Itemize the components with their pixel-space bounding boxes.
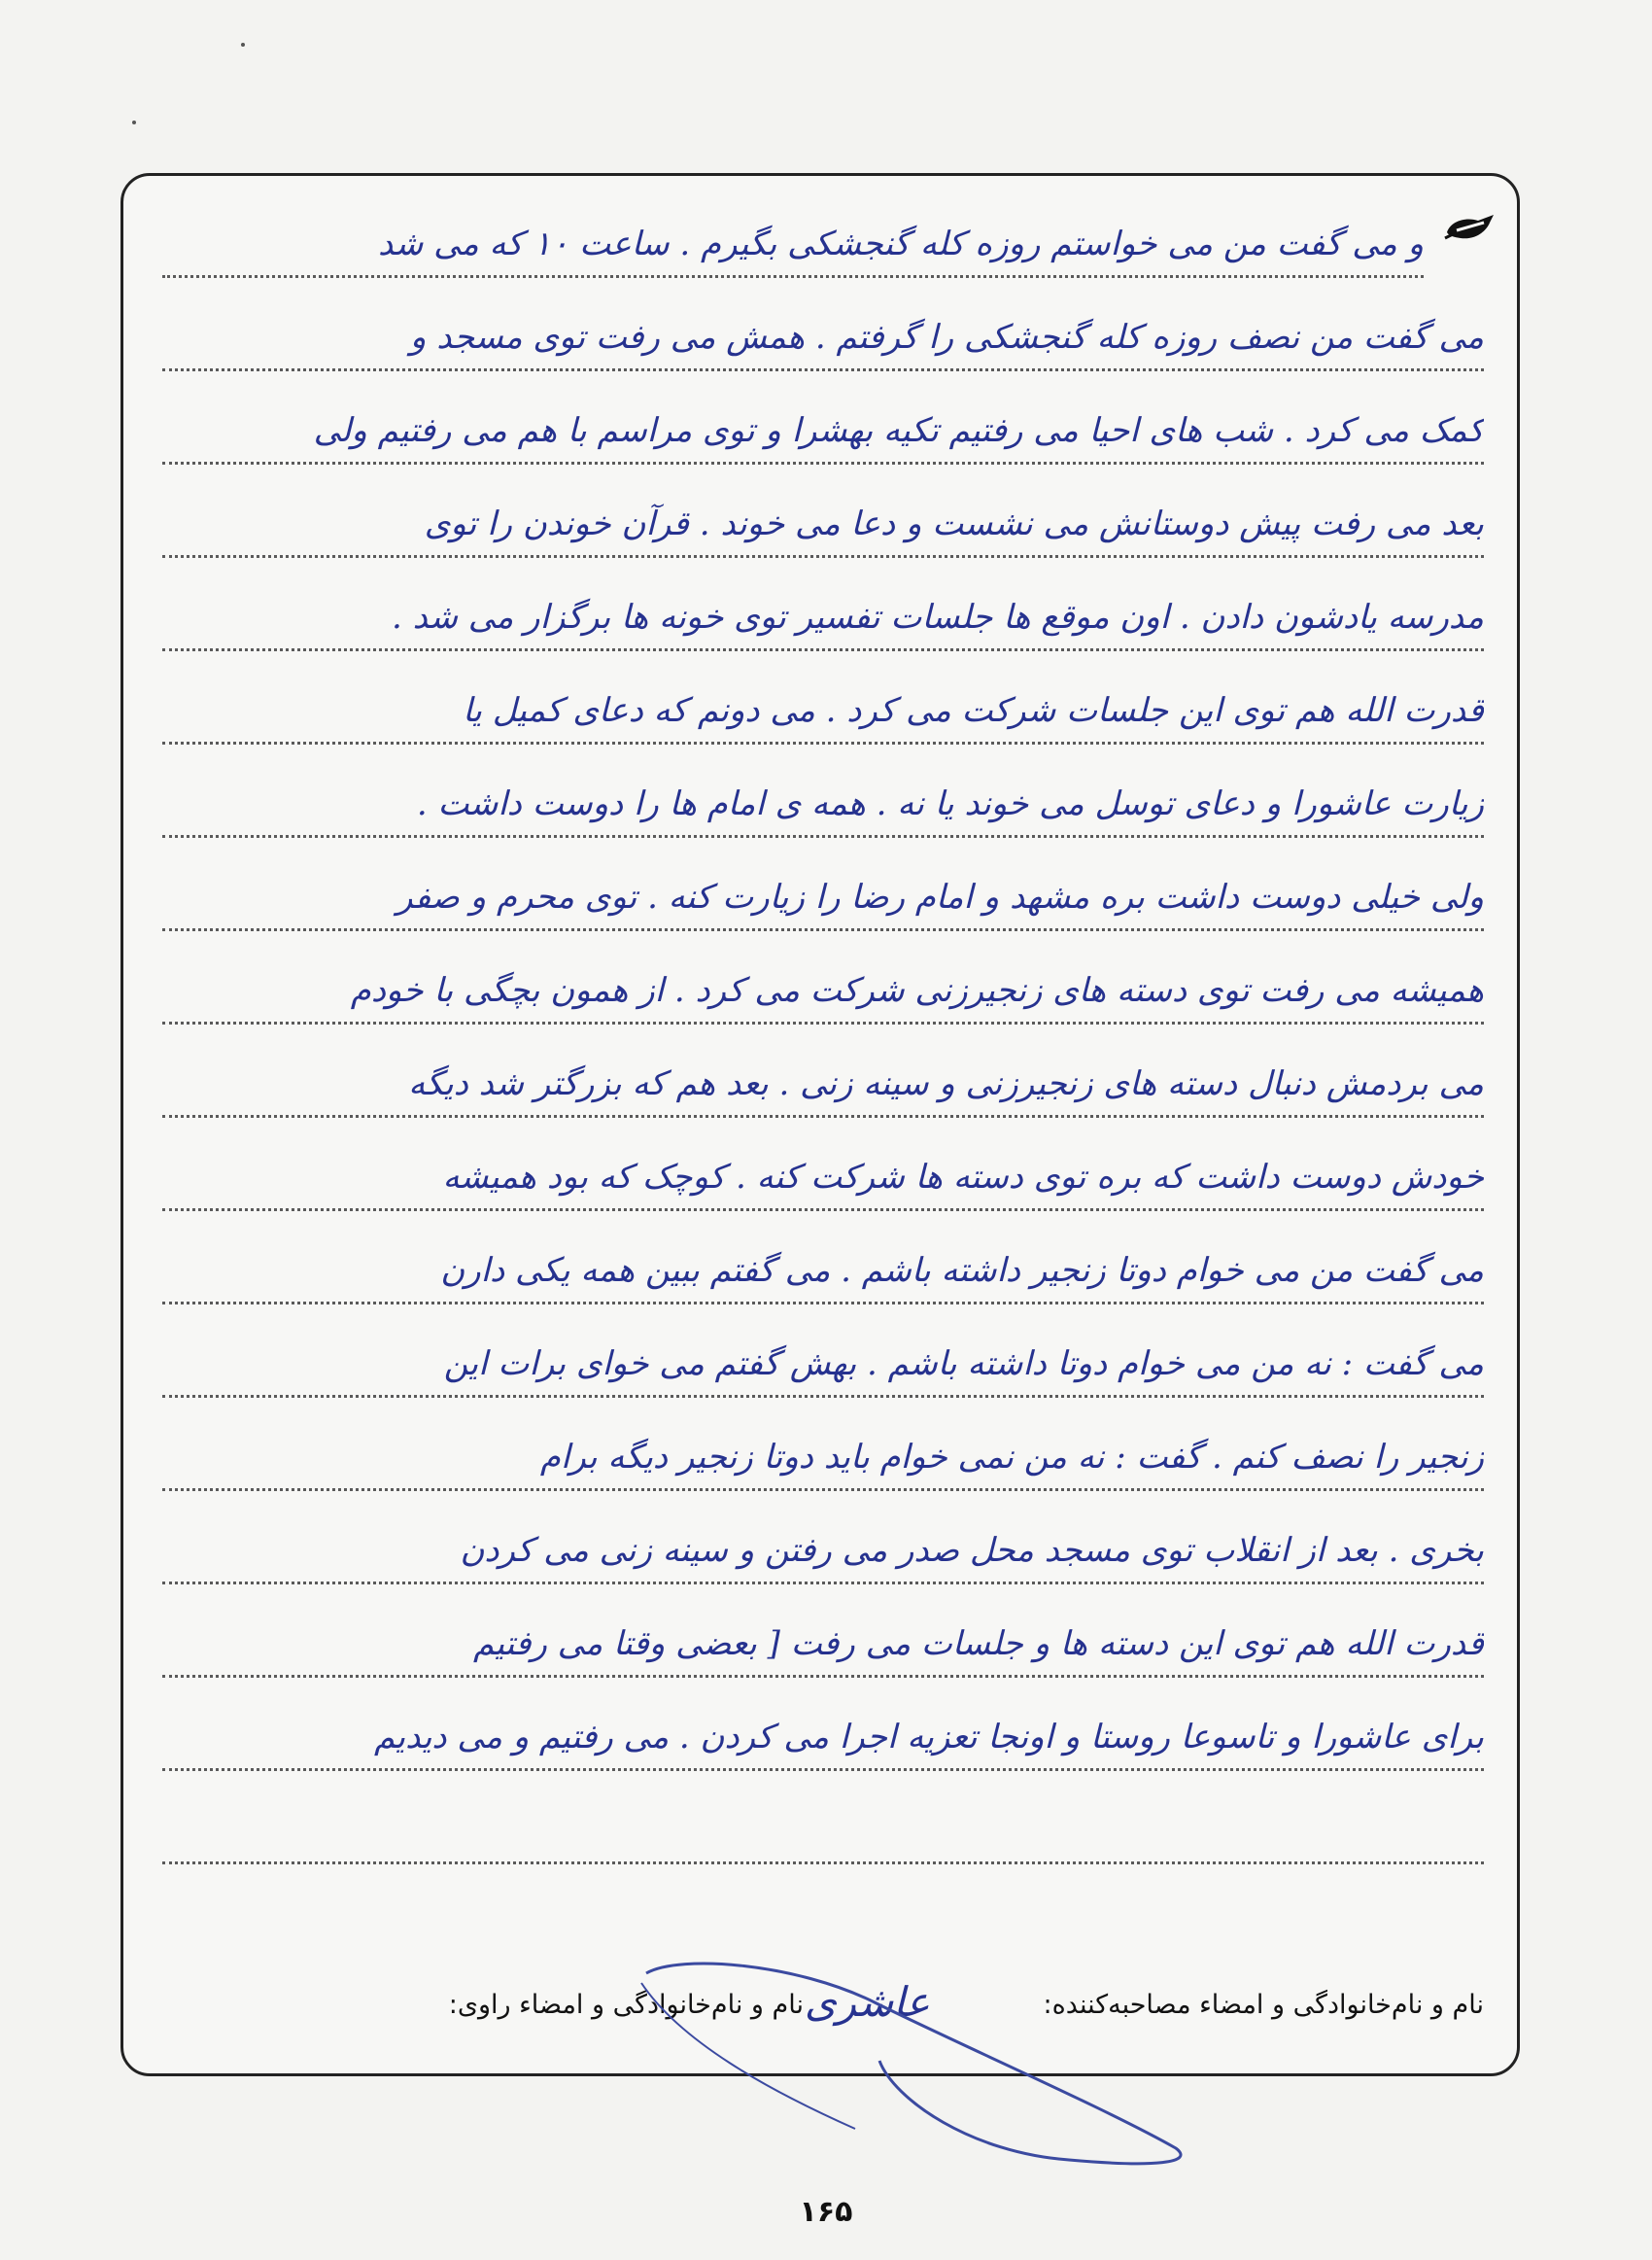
text-line: برای عاشورا و تاسوعا روستا و اونجا تعزیه اجرا می کردن . می رفتیم و می دیدیم: [162, 1710, 1484, 1771]
text-line: می گفت : نه من می خوام دوتا داشته باشم . بهش گفتم می خوای برات این: [162, 1337, 1484, 1398]
text-line: [162, 1803, 1484, 1864]
narrator-signature-label: نام و نام‌خانوادگی و امضاء راوی:: [448, 1990, 804, 2020]
text-line: بخری . بعد از انقلاب توی مسجد محل صدر می رفتن و سینه زنی می کردن: [162, 1523, 1484, 1584]
paper-speck: [241, 43, 245, 47]
signature-footer: [162, 1978, 1484, 2036]
text-line: می گفت من نصف روزه کله گنجشکی را گرفتم . همش می رفت توی مسجد و: [162, 310, 1484, 371]
pen-hand-icon: [1441, 209, 1497, 248]
text-line: کمک می کرد . شب های احیا می رفتیم تکیه بهشرا و توی مراسم با هم می رفتیم ولی: [162, 403, 1484, 465]
text-line: خودش دوست داشت که بره توی دسته ها شرکت کنه . کوچک که بود همیشه: [162, 1150, 1484, 1211]
interviewer-signature-label: نام و نام‌خانوادگی و امضاء مصاحبه‌کننده:: [1043, 1990, 1484, 2020]
paper-speck: [132, 121, 136, 124]
text-line: ولی خیلی دوست داشت بره مشهد و امام رضا را زیارت کنه . توی محرم و صفر: [162, 870, 1484, 931]
text-line: و می گفت من می خواستم روزه کله گنجشکی بگیرم . ساعت ۱۰ که می شد: [162, 217, 1424, 278]
text-line: همیشه می رفت توی دسته های زنجیرزنی شرکت می کرد . از همون بچگی با خودم: [162, 963, 1484, 1025]
text-line: می بردمش دنبال دسته های زنجیرزنی و سینه زنی . بعد هم که بزرگتر شد دیگه: [162, 1057, 1484, 1118]
text-line: زنجیر را نصف کنم . گفت : نه من نمی خوام باید دوتا زنجیر دیگه برام: [162, 1430, 1484, 1491]
text-line: زیارت عاشورا و دعای توسل می خوند یا نه . همه ی امام ها را دوست داشت .: [162, 777, 1484, 838]
text-line: بعد می رفت پیش دوستانش می نشست و دعا می خوند . قرآن خوندن را توی: [162, 497, 1484, 558]
text-line: قدرت الله هم توی این دسته ها و جلسات می رفت [ بعضی وقتا می رفتیم: [162, 1617, 1484, 1678]
text-line: می گفت من می خوام دوتا زنجیر داشته باشم . می گفتم ببین همه یکی دارن: [162, 1243, 1484, 1304]
interviewer-signature: عاشری: [804, 1978, 930, 2026]
document-frame: [120, 173, 1520, 2076]
text-line: مدرسه یادشون دادن . اون موقع ها جلسات تفسیر توی خونه ها برگزار می شد .: [162, 590, 1484, 651]
page-number: ۱۶۵: [799, 2195, 853, 2229]
text-line: قدرت الله هم توی این جلسات شرکت می کرد . می دونم که دعای کمیل یا: [162, 683, 1484, 745]
